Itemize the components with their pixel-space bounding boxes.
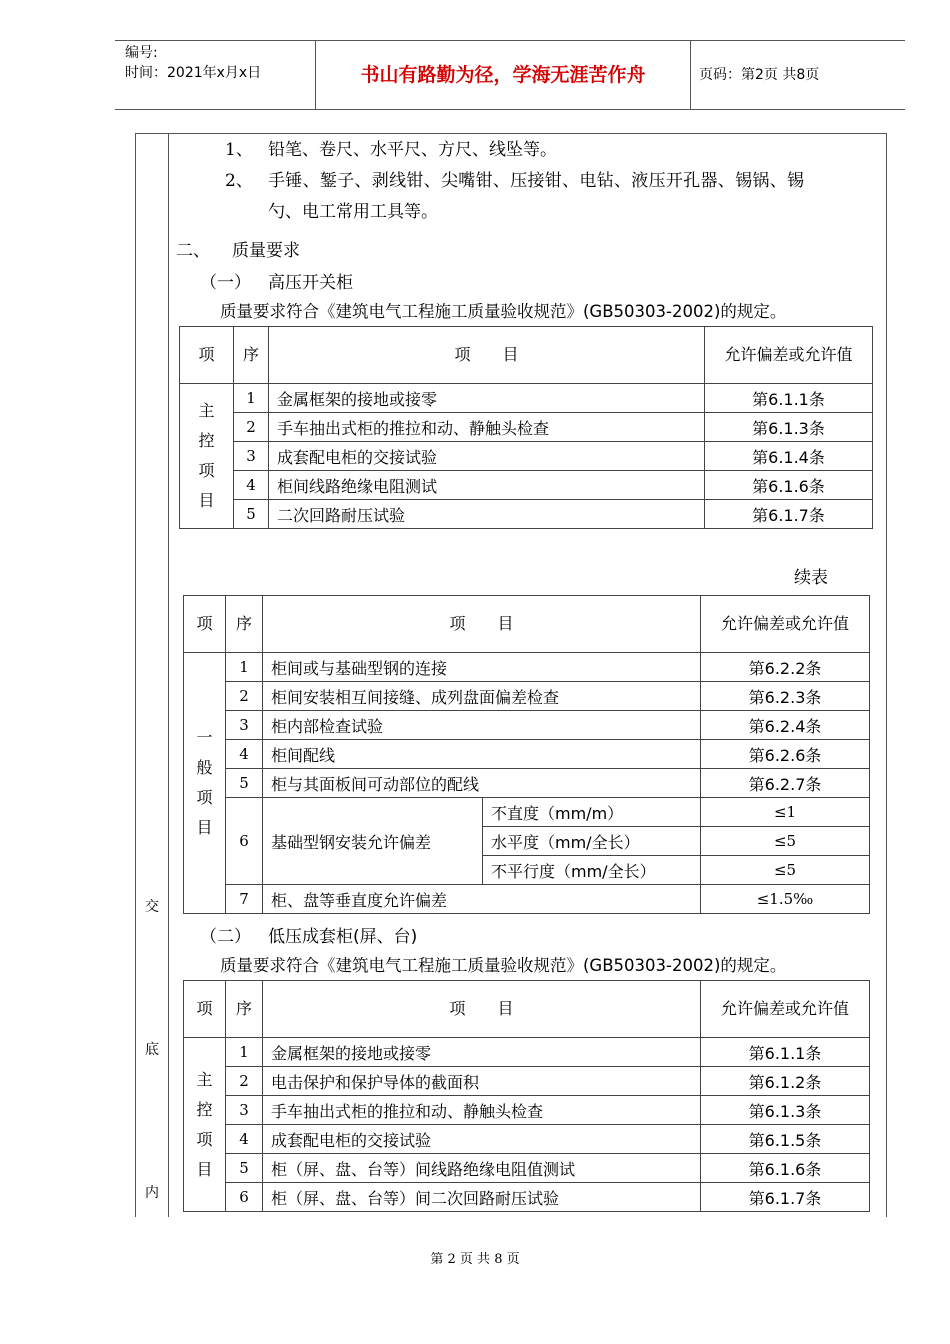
document-header xyxy=(115,40,905,110)
item-cell: 二次回路耐压试验 xyxy=(269,500,705,529)
item-cell: 柜间线路绝缘电阻测试 xyxy=(269,471,705,500)
table-row xyxy=(180,471,873,500)
seq-cell: 3 xyxy=(234,442,269,471)
seq-cell: 5 xyxy=(226,1154,263,1183)
value-cell: 第6.2.6条 xyxy=(701,740,870,769)
section-number: 二、 xyxy=(176,241,210,261)
table-header-row xyxy=(184,981,870,1038)
subsection-1-title: 高压开关柜 xyxy=(268,273,353,293)
side-label-1: 交 xyxy=(145,899,159,915)
value-cell: 第6.1.4条 xyxy=(705,442,873,471)
sub-item-cell: 不平行度（mm/全长） xyxy=(483,856,701,885)
table-row xyxy=(184,769,870,798)
time-label: 时间：2021年x月x日 xyxy=(125,65,262,81)
tool-item-2-line-1: 手锤、錾子、剥线钳、尖嘴钳、压接钳、电钻、液压开孔器、锡锅、锡 xyxy=(268,171,805,191)
item-cell: 柜间安装相互间接缝、成列盘面偏差检查 xyxy=(263,682,701,711)
category-label: 一般项目 xyxy=(196,728,213,837)
seq-cell: 4 xyxy=(234,471,269,500)
item-cell: 柜（屏、盘、台等）间线路绝缘电阻值测试 xyxy=(263,1154,701,1183)
table-row xyxy=(184,1154,870,1183)
subsection-2-title: 低压成套柜(屏、台) xyxy=(268,927,418,947)
value-cell: 第6.1.1条 xyxy=(705,384,873,413)
value-cell: ≤5 xyxy=(701,856,870,885)
subsection-2-number: （二） xyxy=(200,927,251,947)
value-cell: 第6.1.5条 xyxy=(701,1125,870,1154)
value-cell: 第6.1.7条 xyxy=(705,500,873,529)
page-indicator: 页码：第2页 共8页 xyxy=(699,67,820,83)
sub-item-cell: 不直度（mm/m） xyxy=(483,798,701,827)
seq-cell: 3 xyxy=(226,1096,263,1125)
value-cell: 第6.1.3条 xyxy=(705,413,873,442)
value-cell: 第6.1.6条 xyxy=(701,1154,870,1183)
item-cell: 成套配电柜的交接试验 xyxy=(269,442,705,471)
category-cell xyxy=(184,653,226,914)
table-row xyxy=(184,1096,870,1125)
seq-cell: 2 xyxy=(226,1067,263,1096)
side-label-2: 底 xyxy=(145,1042,159,1058)
table-row xyxy=(180,413,873,442)
category-cell xyxy=(184,1038,226,1212)
seq-cell: 6 xyxy=(226,798,263,885)
table-row xyxy=(180,442,873,471)
header-category: 项 xyxy=(184,596,226,653)
table-row xyxy=(184,1125,870,1154)
category-label: 主控项目 xyxy=(198,401,215,510)
table-row xyxy=(184,1067,870,1096)
tool-item-2-line-2: 勺、电工常用工具等。 xyxy=(268,202,438,222)
value-cell: ≤1.5‰ xyxy=(701,885,870,914)
header-motto: 书山有路勤为径，学海无涯苦作舟 xyxy=(315,41,691,109)
header-item: 项 目 xyxy=(263,596,701,653)
seq-cell: 4 xyxy=(226,740,263,769)
seq-cell: 3 xyxy=(226,711,263,740)
value-cell: 第6.1.3条 xyxy=(701,1096,870,1125)
table-row xyxy=(180,384,873,413)
header-tolerance: 允许偏差或允许值 xyxy=(705,327,873,384)
high-voltage-table xyxy=(179,326,873,529)
header-tolerance: 允许偏差或允许值 xyxy=(701,981,870,1038)
header-category: 项 xyxy=(184,981,226,1038)
item-cell: 电击保护和保护导体的截面积 xyxy=(263,1067,701,1096)
seq-cell: 5 xyxy=(234,500,269,529)
header-item: 项 目 xyxy=(269,327,705,384)
item-cell: 柜内部检查试验 xyxy=(263,711,701,740)
table-row xyxy=(184,711,870,740)
value-cell: 第6.2.7条 xyxy=(701,769,870,798)
seq-cell: 4 xyxy=(226,1125,263,1154)
table-row xyxy=(184,798,870,827)
header-item: 项 目 xyxy=(263,981,701,1038)
header-meta xyxy=(125,43,261,83)
tool-item-1: 铅笔、卷尺、水平尺、方尺、线坠等。 xyxy=(268,140,557,160)
table-row xyxy=(184,682,870,711)
seq-cell: 2 xyxy=(234,413,269,442)
table-row xyxy=(184,653,870,682)
item-cell: 柜（屏、盘、台等）间二次回路耐压试验 xyxy=(263,1183,701,1212)
page-footer: 第 2 页 共 8 页 xyxy=(430,1252,520,1267)
subsection-2-note: 质量要求符合《建筑电气工程施工质量验收规范》(GB50303-2002)的规定。 xyxy=(220,956,787,975)
item-cell: 柜、盘等垂直度允许偏差 xyxy=(263,885,701,914)
item-cell: 手车抽出式柜的推拉和动、静触头检查 xyxy=(269,413,705,442)
table-header-row xyxy=(180,327,873,384)
header-seq: 序 xyxy=(226,596,263,653)
sub-item-cell: 水平度（mm/全长） xyxy=(483,827,701,856)
table-row xyxy=(184,885,870,914)
item-cell: 金属框架的接地或接零 xyxy=(263,1038,701,1067)
table-header-row xyxy=(184,596,870,653)
header-tolerance: 允许偏差或允许值 xyxy=(701,596,870,653)
seq-cell: 1 xyxy=(226,1038,263,1067)
item-cell: 手车抽出式柜的推拉和动、静触头检查 xyxy=(263,1096,701,1125)
seq-cell: 2 xyxy=(226,682,263,711)
tool-item-1-number: 1、 xyxy=(225,140,253,160)
continued-label: 续表 xyxy=(794,568,828,588)
value-cell: 第6.2.3条 xyxy=(701,682,870,711)
value-cell: 第6.1.1条 xyxy=(701,1038,870,1067)
number-label: 编号: xyxy=(125,45,158,61)
value-cell: ≤5 xyxy=(701,827,870,856)
item-cell: 柜间配线 xyxy=(263,740,701,769)
subsection-1-number: （一） xyxy=(200,273,251,293)
seq-cell: 1 xyxy=(234,384,269,413)
value-cell: ≤1 xyxy=(701,798,870,827)
section-heading: 质量要求 xyxy=(232,241,300,261)
item-cell: 基础型钢安装允许偏差 xyxy=(263,798,483,885)
table-row xyxy=(184,1038,870,1067)
seq-cell: 1 xyxy=(226,653,263,682)
item-cell: 成套配电柜的交接试验 xyxy=(263,1125,701,1154)
item-cell: 柜与其面板间可动部位的配线 xyxy=(263,769,701,798)
continued-table xyxy=(183,595,870,914)
side-label-3: 内 xyxy=(145,1185,159,1201)
value-cell: 第6.2.2条 xyxy=(701,653,870,682)
header-category: 项 xyxy=(180,327,234,384)
value-cell: 第6.2.4条 xyxy=(701,711,870,740)
seq-cell: 5 xyxy=(226,769,263,798)
table-row xyxy=(184,1183,870,1212)
header-seq: 序 xyxy=(226,981,263,1038)
item-cell: 金属框架的接地或接零 xyxy=(269,384,705,413)
subsection-1-note: 质量要求符合《建筑电气工程施工质量验收规范》(GB50303-2002)的规定。 xyxy=(220,302,787,321)
value-cell: 第6.1.6条 xyxy=(705,471,873,500)
category-label: 主控项目 xyxy=(196,1069,213,1179)
table-row xyxy=(184,740,870,769)
seq-cell: 6 xyxy=(226,1183,263,1212)
tool-item-2-number: 2、 xyxy=(225,171,253,191)
table-row xyxy=(180,500,873,529)
item-cell: 柜间或与基础型钢的连接 xyxy=(263,653,701,682)
seq-cell: 7 xyxy=(226,885,263,914)
value-cell: 第6.1.2条 xyxy=(701,1067,870,1096)
value-cell: 第6.1.7条 xyxy=(701,1183,870,1212)
header-seq: 序 xyxy=(234,327,269,384)
low-voltage-table xyxy=(183,980,870,1212)
side-divider xyxy=(168,134,169,1217)
category-cell xyxy=(180,384,234,529)
